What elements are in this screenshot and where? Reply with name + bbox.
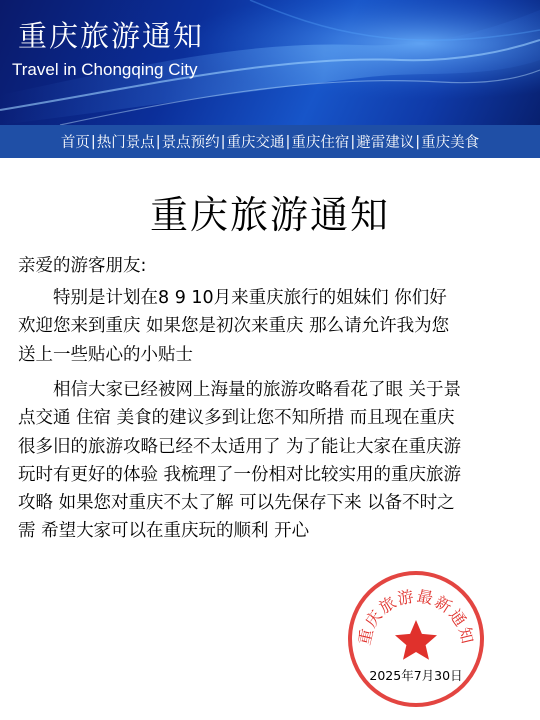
- paragraph-line: 相信大家已经被网上海量的旅游攻略看花了眼 关于景: [53, 380, 462, 400]
- nav-separator: |: [155, 133, 161, 150]
- star-icon: [395, 620, 437, 660]
- seal-date: 2025年7月30日: [369, 668, 463, 683]
- paragraph-line: 欢迎您来到重庆 如果您是初次来重庆 那么请允许我为您: [18, 316, 450, 337]
- nav-bar: [0, 125, 540, 158]
- nav-separator: |: [285, 133, 291, 150]
- paragraph-line: 需 希望大家可以在重庆玩的顺利 开心: [18, 521, 310, 542]
- nav-separator: |: [415, 133, 421, 150]
- nav-item-home[interactable]: 首页: [60, 135, 90, 151]
- nav-item-pitfall-tips[interactable]: 避雷建议: [356, 135, 415, 151]
- nav-separator: |: [350, 133, 356, 150]
- paragraph-2: [18, 376, 530, 546]
- paragraph-line: 送上一些贴心的小贴士: [18, 344, 193, 365]
- paragraph-line: 很多旧的旅游攻略已经不太适用了 为了能让大家在重庆游: [18, 436, 462, 457]
- paragraph-1: [18, 284, 530, 369]
- nav-item-hot-attractions[interactable]: 热门景点: [96, 135, 155, 151]
- nav-item-attraction-booking[interactable]: 景点预约: [161, 135, 220, 151]
- header-banner: [0, 0, 540, 125]
- nav-separator: |: [220, 133, 226, 150]
- paragraph-line: 玩时有更好的体验 我梳理了一份相对比较实用的重庆旅游: [18, 464, 462, 485]
- paragraph-line: 特别是计划在8 9 10月来重庆旅行的姐妹们 你们好: [53, 288, 447, 308]
- banner-title: 重庆旅游通知: [18, 19, 205, 53]
- nav-item-accommodation[interactable]: 重庆住宿: [291, 135, 350, 151]
- nav-separator: |: [90, 133, 96, 150]
- paragraph-line: 攻略 如果您对重庆不太了解 可以先保存下来 以备不时之: [18, 493, 455, 514]
- paragraph-line: 点交通 住宿 美食的建议多到让您不知所措 而且现在重庆: [18, 408, 455, 429]
- page-title: 重庆旅游通知: [149, 193, 390, 237]
- greeting: 亲爱的游客朋友:: [18, 256, 147, 276]
- official-seal: [345, 568, 487, 710]
- banner-subtitle: Travel in Chongqing City: [12, 60, 198, 79]
- nav-item-transport[interactable]: 重庆交通: [226, 135, 285, 151]
- seal-text: 重庆旅游最新通知: [354, 586, 478, 647]
- nav-item-food[interactable]: 重庆美食: [421, 135, 480, 151]
